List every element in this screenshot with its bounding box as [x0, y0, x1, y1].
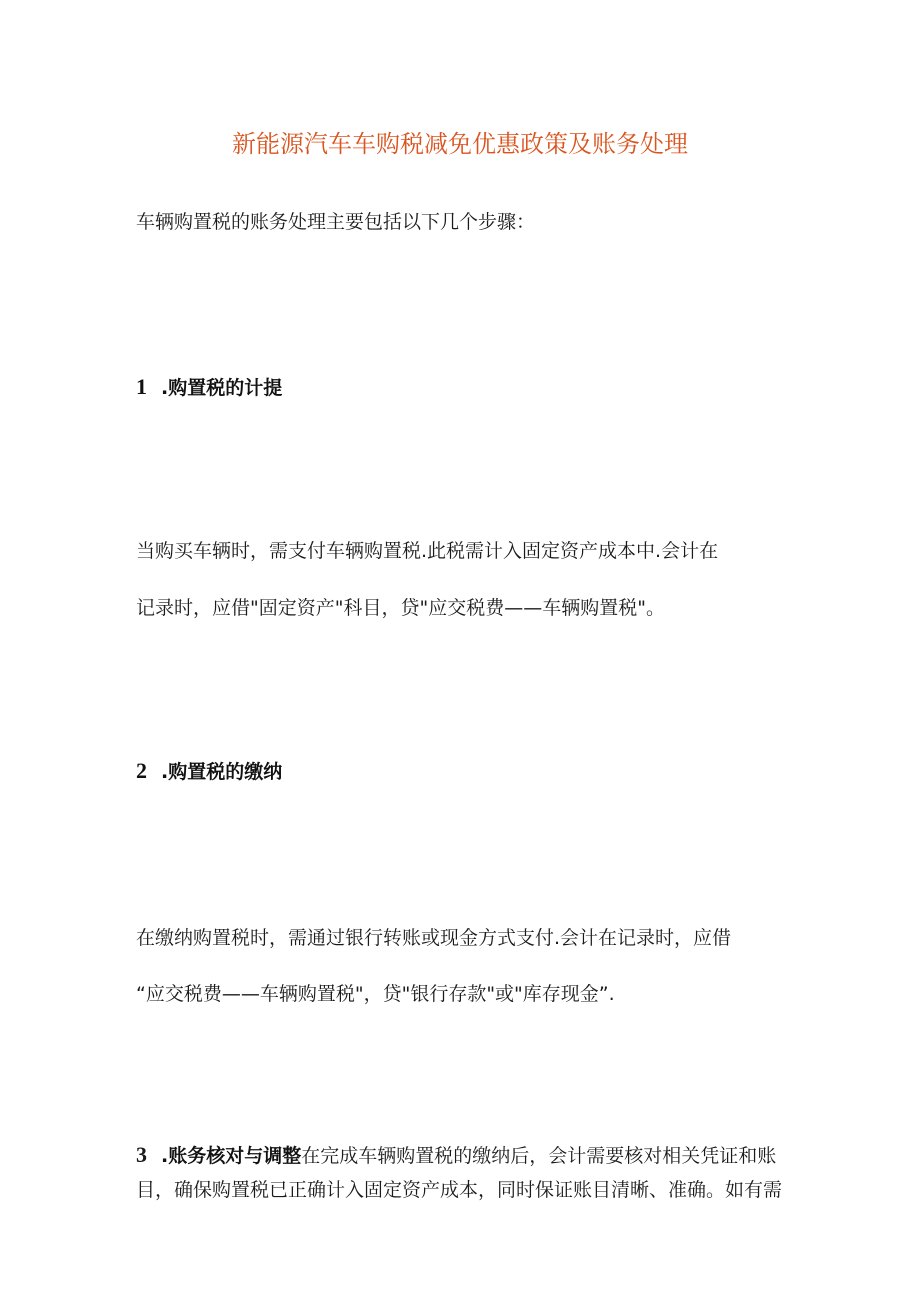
section-1-line-2: 记录时，应借"固定资产"科目，贷"应交税费——车辆购置税"。 — [136, 597, 665, 619]
section-2-heading — [136, 757, 282, 786]
section-2-line-2: “应交税费——车辆购置税"，贷"银行存款"或"库存现金”. — [136, 983, 615, 1005]
section-3-line-2: 目，确保购置税已正确计入固定资产成本，同时保证账目清晰、准确。如有需 — [136, 1179, 783, 1201]
document-title: 新能源汽车车购税减免优惠政策及账务处理 — [232, 130, 688, 158]
section-2-number: 2 — [136, 758, 147, 783]
intro-paragraph: 车辆购置税的账务处理主要包括以下几个步骤： — [136, 211, 536, 233]
section-3-number: 3 — [136, 1142, 147, 1167]
section-1-line-1: 当购买车辆时，需支付车辆购置税.此税需计入固定资产成本中.会计在 — [136, 540, 719, 562]
section-3-line-1 — [136, 1138, 786, 1173]
section-1-title: .购置税的计提 — [161, 377, 283, 399]
section-1-heading — [136, 373, 282, 402]
section-3-title: .账务核对与调整 — [161, 1145, 302, 1167]
section-3-paragraph — [136, 1138, 786, 1207]
section-3-line-1-text: 在完成车辆购置税的缴纳后，会计需要核对相关凭证和账 — [301, 1145, 777, 1167]
section-2-line-1: 在缴纳购置税时，需通过银行转账或现金方式支付.会计在记录时，应借 — [136, 927, 732, 949]
section-2-title: .购置税的缴纳 — [161, 761, 283, 783]
section-1-number: 1 — [136, 374, 147, 399]
